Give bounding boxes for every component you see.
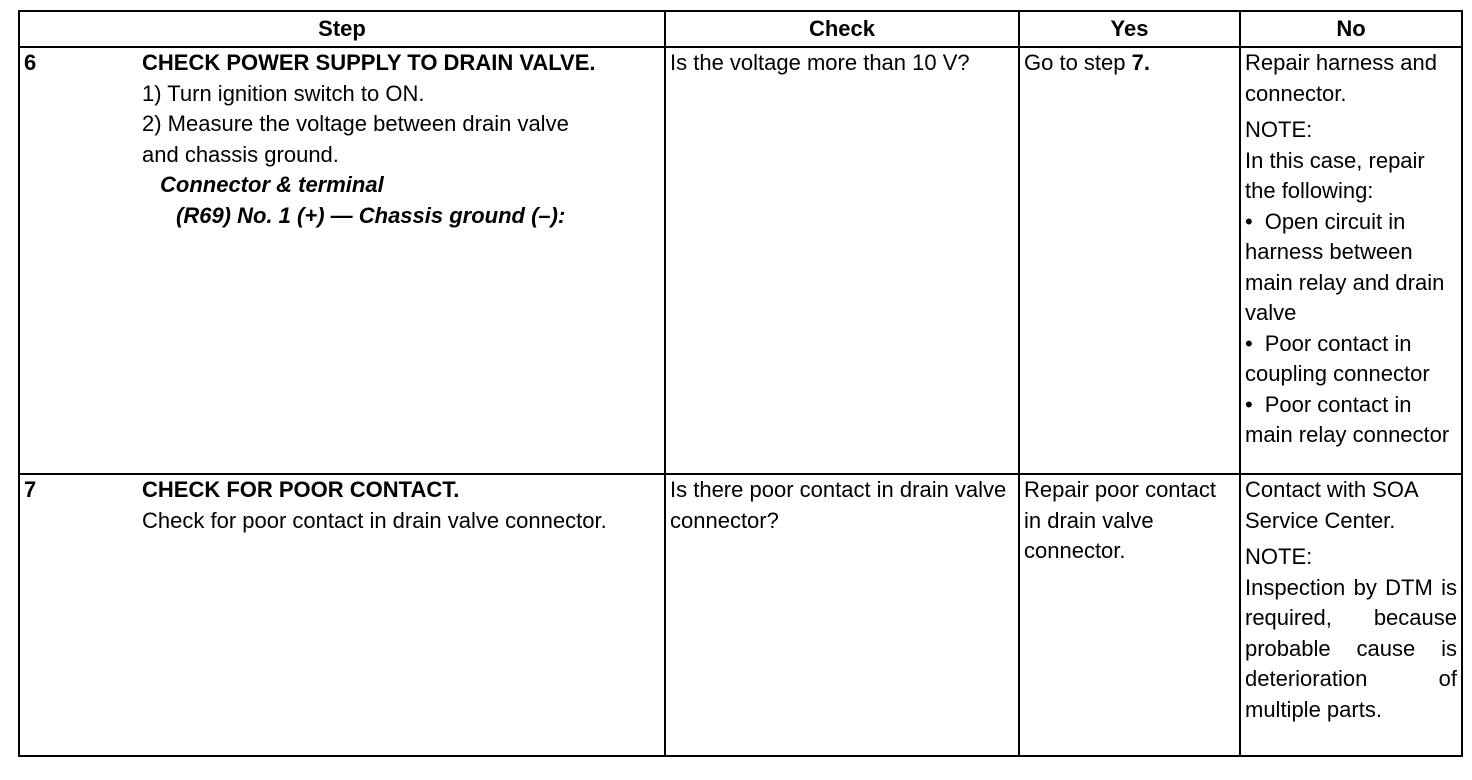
check-cell: Is there poor contact in drain valve connector? [665, 474, 1019, 756]
step-number: 7 [24, 477, 37, 502]
note-bullet: • Poor contact in main relay connector [1245, 390, 1457, 451]
note-label: NOTE: [1245, 544, 1313, 569]
note-intro: In this case, repair the following: [1245, 147, 1425, 203]
header-row [19, 11, 1462, 47]
step-cell [19, 47, 665, 474]
instruction-line: and chassis ground. [142, 141, 339, 167]
instruction-line: 1) Turn ignition switch to ON. [142, 80, 425, 106]
note-text: Inspection by DTM is required, because probable cause is deterioration of multiple parts. [1245, 574, 1457, 722]
note-bullet: • Open circuit in harness between main relay and drain valve [1245, 207, 1457, 329]
yes-step-ref: 7. [1131, 50, 1150, 75]
note-bullet: • Poor contact in coupling connector [1245, 329, 1457, 390]
no-cell [1240, 474, 1462, 756]
table-row [19, 474, 1462, 756]
no-text: Contact with SOA Service Center. [1245, 477, 1418, 533]
table-row [19, 47, 1462, 474]
note-label: NOTE: [1245, 117, 1313, 142]
step-title: CHECK POWER SUPPLY TO DRAIN VALVE. [142, 50, 596, 75]
yes-text: Go to step [1024, 50, 1132, 75]
check-cell: Is the voltage more than 10 V? [665, 47, 1019, 474]
header-check: Check [665, 11, 1019, 47]
yes-cell [1019, 47, 1240, 474]
header-no: No [1240, 11, 1462, 47]
step-title: CHECK FOR POOR CONTACT. [142, 477, 460, 502]
connector-label: Connector & terminal [160, 172, 384, 197]
connector-value: (R69) No. 1 (+) — Chassis ground (–): [176, 202, 566, 228]
no-cell [1240, 47, 1462, 474]
instruction-line: 2) Measure the voltage between drain valve [142, 111, 569, 136]
header-yes: Yes [1019, 11, 1240, 47]
yes-cell: Repair poor contact in drain valve connector. [1019, 474, 1240, 756]
step-number: 6 [24, 50, 37, 75]
instruction-line: Check for poor contact in drain valve connector. [142, 507, 607, 533]
step-cell [19, 474, 665, 756]
header-step: Step [19, 11, 665, 47]
no-text: Repair harness and connector. [1245, 50, 1438, 106]
diagnostic-table [18, 10, 1463, 757]
